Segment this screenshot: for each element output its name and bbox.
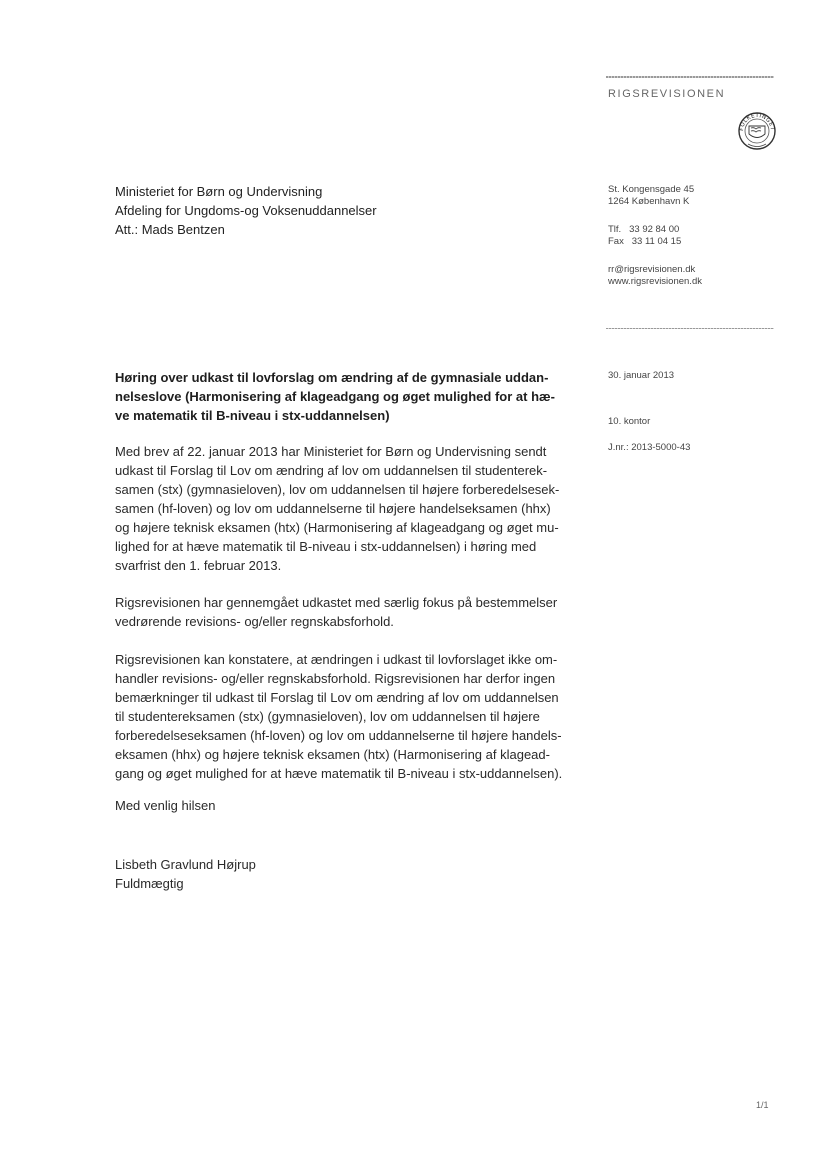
body-line: lighed for at hæve matematik til B-niveau i stx-uddannelsen) i høring med — [115, 539, 537, 554]
body-line: eksamen (hhx) og højere teknisk eksamen (htx) (Harmonisering af klagead- — [115, 747, 550, 762]
subject-line: nelseslove (Harmonisering af klageadgang og øget mulighed for at hæ- — [115, 389, 555, 404]
sender-address — [608, 184, 694, 208]
subject-line: ve matematik til B-niveau i stx-uddannelsen) — [115, 408, 390, 423]
sender-contact — [608, 264, 702, 288]
sender-city: 1264 København K — [608, 196, 690, 207]
body-line: forberedelseseksamen (hf-loven) og lov om uddannelserne til højere handels- — [115, 728, 562, 743]
body-line: og højere teknisk eksamen (htx) (Harmonisering af klageadgang og øget mu- — [115, 520, 559, 535]
office-number: 10. kontor — [608, 416, 651, 427]
sender-phone: Tlf. 33 92 84 00 — [608, 224, 680, 235]
signatory-title: Fuldmægtig — [115, 876, 184, 891]
body-line: udkast til Forslag til Lov om ændring af lov om uddannelsen til studenterek- — [115, 463, 548, 478]
sidebar-rule — [606, 328, 774, 329]
sender-website: www.rigsrevisionen.dk — [608, 276, 702, 287]
body-line: svarfrist den 1. februar 2013. — [115, 558, 282, 573]
recipient-ministry: Ministeriet for Børn og Undervisning — [115, 184, 323, 199]
body-line: til studentereksamen (stx) (gymnasieloven), lov om uddannelsen til højere — [115, 709, 540, 724]
header-rule — [606, 76, 774, 78]
body-paragraph-2 — [115, 593, 585, 631]
body-line: bemærkninger til udkast til Forslag til Lov om ændring af lov om uddannelsen — [115, 690, 559, 705]
signature-block — [115, 855, 256, 893]
body-line: samen (stx) (gymnasieloven), lov om uddannelsen til højere forberedelsesek- — [115, 482, 560, 497]
recipient-address — [115, 182, 377, 239]
signatory-name: Lisbeth Gravlund Højrup — [115, 857, 256, 872]
letter-subject — [115, 368, 585, 425]
body-line: Med brev af 22. januar 2013 har Ministeriet for Børn og Undervisning sendt — [115, 444, 547, 459]
sender-street: St. Kongensgade 45 — [608, 184, 695, 195]
sender-email: rr@rigsrevisionen.dk — [608, 264, 696, 275]
body-line: Rigsrevisionen har gennemgået udkastet med særlig fokus på bestemmelser — [115, 595, 558, 610]
page-number: 1/1 — [756, 1100, 769, 1110]
body-line: vedrørende revisions- og/eller regnskabsforhold. — [115, 614, 394, 629]
org-name: RIGSREVISIONEN — [608, 88, 726, 100]
body-paragraph-3 — [115, 650, 585, 783]
subject-line: Høring over udkast til lovforslag om ændring af de gymnasiale uddan- — [115, 370, 549, 385]
recipient-attention: Att.: Mads Bentzen — [115, 222, 225, 237]
closing-greeting: Med venlig hilsen — [115, 798, 216, 813]
recipient-department: Afdeling for Ungdoms-og Voksenuddannelser — [115, 203, 377, 218]
body-paragraph-1 — [115, 442, 585, 575]
seal-text: FOLKETINGET — [738, 112, 776, 132]
body-line: Rigsrevisionen kan konstatere, at ændringen i udkast til lovforslaget ikke om- — [115, 652, 558, 667]
body-line: gang og øget mulighed for at hæve matematik til B-niveau i stx-uddannelsen). — [115, 766, 563, 781]
body-line: handler revisions- og/eller regnskabsforhold. Rigsrevisionen har derfor ingen — [115, 671, 556, 686]
lions-coat-of-arms-seal-icon — [737, 104, 777, 158]
sender-fax: Fax 33 11 04 15 — [608, 236, 682, 247]
sender-phone-block — [608, 224, 681, 248]
journal-number: J.nr.: 2013-5000-43 — [608, 442, 691, 453]
body-line: samen (hf-loven) og lov om uddannelserne til højere handelseksamen (hhx) — [115, 501, 551, 516]
letter-date: 30. januar 2013 — [608, 370, 675, 381]
